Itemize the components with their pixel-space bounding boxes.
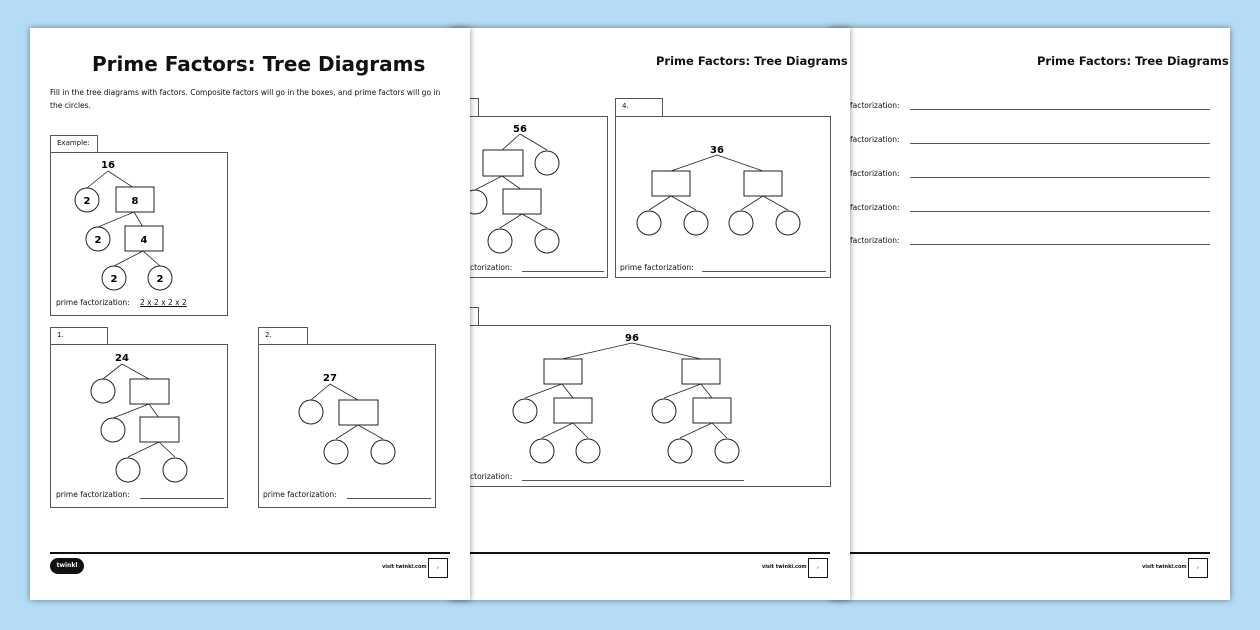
factorization-label: factorization: [850,236,900,245]
tree-diagram-27 [30,28,470,518]
question-tab-4: 4. [615,98,663,116]
root-number: 96 [625,333,639,344]
question-tab-2: 2. [258,327,308,345]
composite-box [339,400,378,425]
footer-visit-text: visit twinkl.com [762,564,807,570]
root-number: 16 [101,160,115,171]
composite-box [554,398,592,423]
prime-circle [668,439,692,463]
quality-badge-icon: ✓ [1188,558,1208,578]
prime-factorization-label: prime factorization: [56,298,130,307]
footer-visit-text: visit twinkl.com [382,564,427,570]
tree-diagram-96 [450,28,850,498]
prime-factorization-label: prime factorization: [620,263,694,272]
prime-circle [530,439,554,463]
prime-circle [715,439,739,463]
root-number: 24 [115,353,129,364]
footer-rule [50,552,450,554]
footer-rule [470,552,830,554]
factor-value: 8 [131,196,139,207]
root-number: 27 [323,373,337,384]
prime-factorization-label: ctorization: [470,472,513,481]
prime-factorization-answer: 2 x 2 x 2 x 2 [140,298,187,307]
prime-circle [299,400,323,424]
factorization-label: factorization: [850,101,900,110]
page-title: Prime Factors: Tree Diagrams [92,52,426,76]
factor-value: 4 [140,235,148,246]
composite-box [544,359,582,384]
prime-circle [371,440,395,464]
footer-rule [850,552,1210,554]
prime-factorization-label: prime factorization: [263,490,337,499]
quality-badge-icon: ✓ [808,558,828,578]
factorization-label: factorization: [850,169,900,178]
factor-value: 2 [110,274,118,285]
prime-circle [324,440,348,464]
prime-circle [576,439,600,463]
prime-circle [652,399,676,423]
question-tab-1: 1. [50,327,108,345]
factorization-label: factorization: [850,203,900,212]
factor-value: 2 [83,196,91,207]
composite-box [693,398,731,423]
prime-factorization-label: ctorization: [470,263,513,272]
answer-line [910,143,1210,144]
footer-visit-text: visit twinkl.com [1142,564,1187,570]
answer-line [910,244,1210,245]
factorization-label: factorization: [850,135,900,144]
root-number: 36 [710,145,724,156]
page-header: Prime Factors: Tree Diagrams [656,54,848,68]
root-number: 56 [513,124,527,135]
answer-line [347,498,431,499]
composite-box [682,359,720,384]
answer-line [910,211,1210,212]
worksheet-page-1 [30,28,470,600]
prime-circle [513,399,537,423]
page-header: Prime Factors: Tree Diagrams [1037,54,1229,68]
answer-line [910,109,1210,110]
instructions: Fill in the tree diagrams with factors. Composite factors will go in the boxes, and prime factors will go in the circles. [50,88,441,110]
worksheet-page-3 [830,28,1230,600]
factor-value: 2 [94,235,102,246]
example-tab: Example: [50,135,98,153]
prime-factorization-label: prime factorization: [56,490,130,499]
factor-value: 2 [156,274,164,285]
answer-line [910,177,1210,178]
worksheet-page-2 [450,28,850,600]
quality-badge-icon: ✓ [428,558,448,578]
twinkl-logo: twinkl [50,558,84,574]
answer-line [522,480,744,481]
